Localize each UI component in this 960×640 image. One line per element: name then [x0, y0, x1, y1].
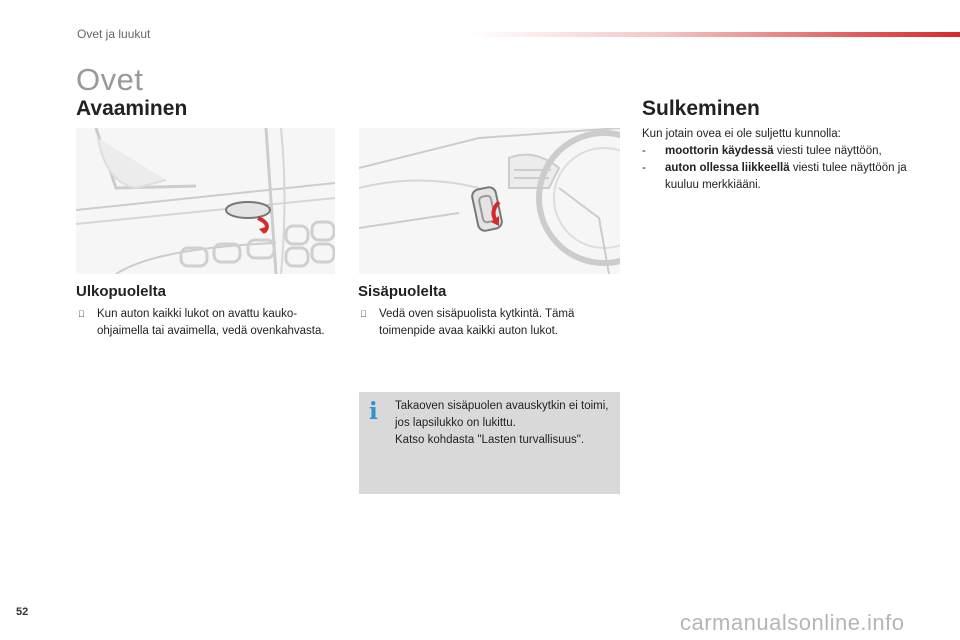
closing-content: [642, 126, 922, 194]
closing-item-2-bold: auton ollessa liikkeellä: [665, 162, 790, 174]
car-door-exterior-image: [76, 128, 335, 274]
page-number: 52: [16, 606, 29, 618]
car-door-interior-image: [359, 128, 620, 274]
info-icon: i: [369, 398, 378, 425]
bullet-arrow-icon: [360, 306, 367, 323]
bullet-arrow-icon: [78, 306, 85, 323]
inside-text: Vedä oven sisäpuolista kytkintä. Tämä toimenpide avaa kaikki auton lukot.: [379, 308, 575, 337]
closing-item-1-bold: moottorin käydessä: [665, 145, 774, 157]
info-text: [395, 398, 615, 449]
outside-door-illustration: [76, 128, 335, 274]
watermark: carmanualsonline.info: [680, 610, 905, 635]
dash-marker: -: [642, 162, 646, 174]
info-text-line-1: Takaoven sisäpuolen avauskytkin ei toimi, jos lapsilukko on lukittu.: [395, 400, 609, 429]
closing-intro: Kun jotain ovea ei ole suljettu kunnolla:: [642, 128, 841, 140]
closing-item-2-text: viesti tulee näyttöön ja kuuluu merkkiääni.: [665, 162, 907, 191]
chapter-title: Ovet ja luukut: [77, 27, 151, 41]
inside-instruction: [360, 306, 610, 340]
info-text-line-2: Katso kohdasta "Lasten turvallisuus".: [395, 434, 585, 446]
dash-marker: -: [642, 145, 646, 157]
section-title: Ovet: [76, 62, 144, 97]
info-box: [359, 392, 620, 494]
outside-instruction: [78, 306, 328, 340]
closing-heading: Sulkeminen: [642, 97, 760, 120]
closing-item-1: [642, 143, 922, 160]
header-accent-bar: [470, 32, 960, 37]
inside-door-illustration: [359, 128, 620, 274]
closing-item-2: [642, 160, 922, 194]
outside-heading: Ulkopuolelta: [76, 283, 167, 300]
inside-heading: Sisäpuolelta: [358, 283, 447, 300]
opening-heading: Avaaminen: [76, 97, 188, 120]
closing-item-1-text: viesti tulee näyttöön,: [773, 145, 882, 157]
outside-text: Kun auton kaikki lukot on avattu kauko-ohjaimella tai avaimella, vedä ovenkahvasta.: [97, 308, 325, 337]
